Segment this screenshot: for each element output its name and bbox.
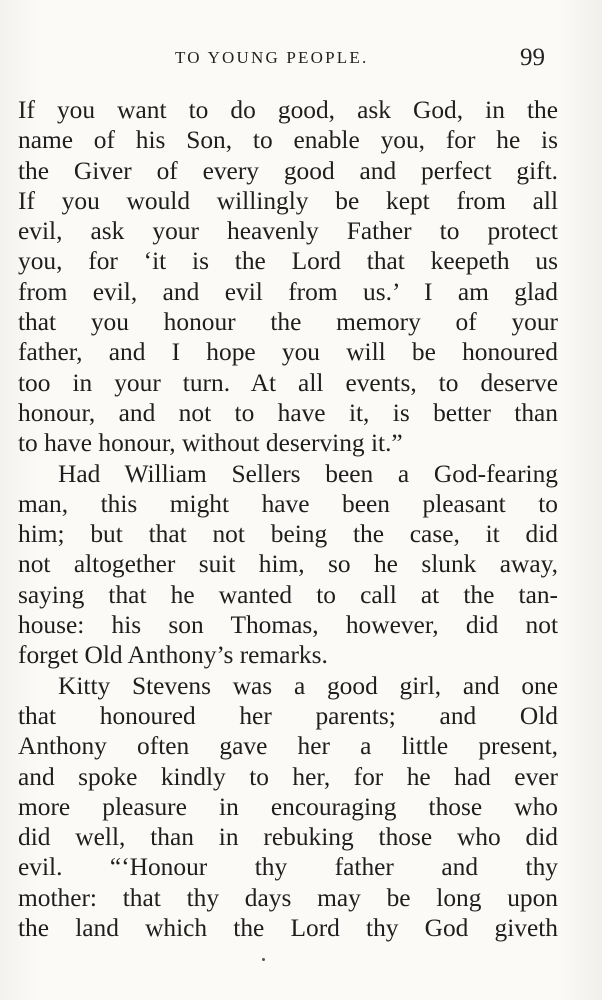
running-head bbox=[0, 44, 602, 78]
text-line: the land which the Lord thy God giveth bbox=[18, 914, 558, 943]
text-line: forget Old Anthony’s remarks. bbox=[18, 641, 328, 670]
text-line: evil, ask your heavenly Father to protect bbox=[18, 217, 558, 246]
text-line: man, this might have been pleasant to bbox=[18, 489, 558, 518]
text-line: house: his son Thomas, however, did not bbox=[18, 611, 558, 640]
text-line: honour, and not to have it, is better than bbox=[18, 398, 558, 427]
text-line: from evil, and evil from us.’ I am glad bbox=[18, 277, 558, 306]
text-line: Anthony often gave her a little present, bbox=[18, 732, 558, 761]
text-line: not altogether suit him, so he slunk away, bbox=[18, 550, 558, 579]
text-line: that you honour the memory of your bbox=[18, 308, 558, 337]
text-line: that honoured her parents; and Old bbox=[18, 701, 558, 730]
text-line: the Giver of every good and perfect gift. bbox=[18, 156, 558, 185]
text-line: If you would willingly be kept from all bbox=[18, 186, 558, 215]
text-line: mother: that thy days may be long upon bbox=[18, 883, 558, 912]
text-line: father, and I hope you will be honoured bbox=[18, 338, 558, 367]
text-line: Kitty Stevens was a good girl, and one bbox=[58, 671, 558, 700]
text-line: to have honour, without deserving it.” bbox=[18, 429, 403, 458]
ink-speck bbox=[262, 958, 265, 961]
text-line: and spoke kindly to her, for he had ever bbox=[18, 762, 558, 791]
text-line: If you want to do good, ask God, in the bbox=[18, 96, 558, 124]
text-line: more pleasure in encouraging those who bbox=[18, 792, 558, 821]
text-line: evil. “‘Honour thy father and thy bbox=[18, 853, 558, 882]
text-line: Had William Sellers been a God-fearing bbox=[58, 459, 558, 488]
text-line: you, for ‘it is the Lord that keepeth us bbox=[18, 247, 558, 276]
text-line: saying that he wanted to call at the tan- bbox=[18, 580, 558, 609]
text-line: too in your turn. At all events, to deserve bbox=[18, 368, 558, 397]
text-line: him; but that not being the case, it did bbox=[18, 520, 558, 549]
text-line: name of his Son, to enable you, for he is bbox=[18, 126, 558, 155]
text-line: did well, than in rebuking those who did bbox=[18, 823, 558, 852]
running-title: TO YOUNG PEOPLE. bbox=[175, 48, 369, 67]
page-number: 99 bbox=[520, 44, 545, 71]
body-text bbox=[18, 95, 558, 943]
